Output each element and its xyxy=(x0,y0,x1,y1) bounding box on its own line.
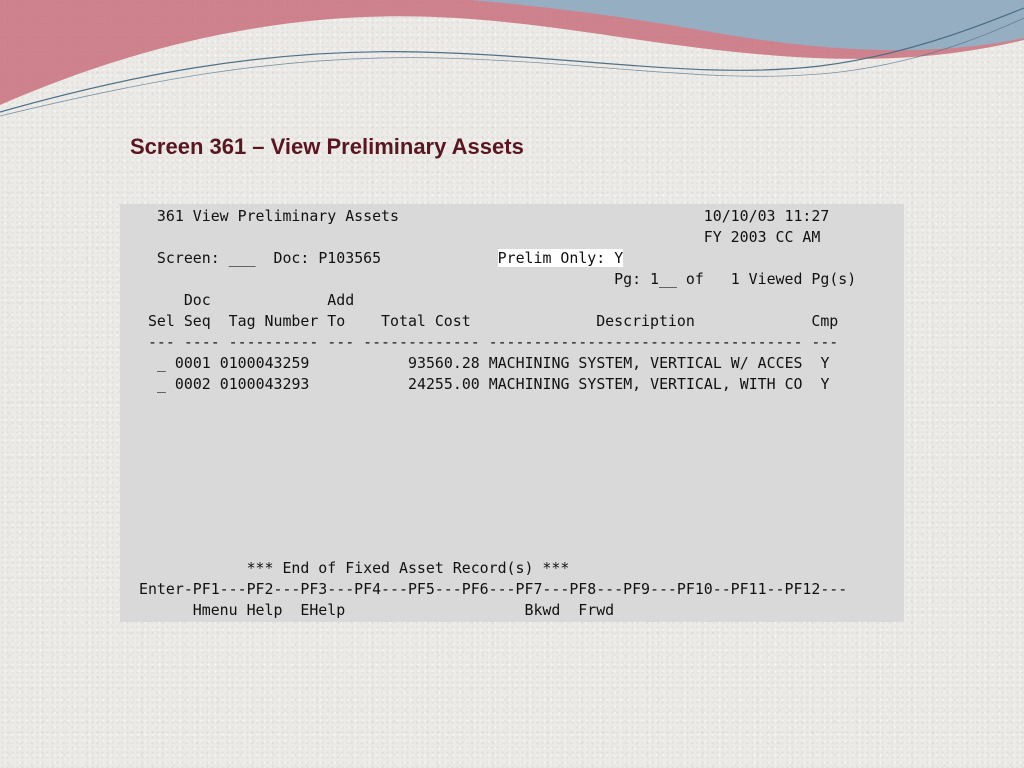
description: MACHINING SYSTEM, VERTICAL, WITH CO xyxy=(488,375,803,393)
slide-title: Screen 361 – View Preliminary Assets xyxy=(130,134,524,159)
terminal-screen xyxy=(120,204,904,622)
doc-seq: 0002 xyxy=(174,375,211,393)
description: MACHINING SYSTEM, VERTICAL W/ ACCES xyxy=(488,354,803,372)
row-select-input[interactable]: _ xyxy=(156,354,166,372)
doc-seq: 0001 xyxy=(174,354,211,372)
spacer xyxy=(803,375,821,393)
doc-label: Doc: xyxy=(255,249,319,267)
spacer xyxy=(166,375,175,393)
spacer xyxy=(139,375,157,393)
screen-label: Screen: xyxy=(139,249,229,267)
column-rule: --- ---- ---------- --- ------------- ----------------------------------- --- xyxy=(139,333,839,351)
decorative-wave-banner xyxy=(0,0,1024,120)
end-of-records-message: *** End of Fixed Asset Record(s) *** xyxy=(139,559,570,577)
page-line xyxy=(139,269,856,289)
page-of-label: of xyxy=(676,270,731,288)
cmp-flag: Y xyxy=(820,375,830,393)
cmp-flag: Y xyxy=(820,354,830,372)
spacer xyxy=(381,249,498,267)
page-total: 1 xyxy=(730,270,740,288)
spacer xyxy=(480,354,489,372)
pf-key-labels[interactable]: Hmenu Help EHelp Bkwd Frwd xyxy=(139,601,615,619)
page-viewed-label: Viewed Pg(s) xyxy=(739,270,857,288)
page-label: Pg: xyxy=(139,270,651,288)
spacer xyxy=(211,375,220,393)
screen-header: 361 View Preliminary Assets 10/10/03 11:27 xyxy=(139,207,830,225)
spacer xyxy=(309,375,408,393)
spacer xyxy=(211,354,220,372)
spacer xyxy=(309,354,408,372)
prelim-only-input[interactable]: Y xyxy=(614,249,624,267)
prelim-only-label: Prelim Only: xyxy=(497,249,615,267)
column-header-top: Doc Add xyxy=(139,291,355,309)
column-header: Sel Seq Tag Number To Total Cost Description Cmp xyxy=(139,312,839,330)
tag-number: 0100043259 xyxy=(219,354,310,372)
screen-input[interactable]: ___ xyxy=(228,249,256,267)
table-row xyxy=(139,353,829,373)
fiscal-year-line: FY 2003 CC AM xyxy=(139,228,821,246)
spacer xyxy=(139,354,157,372)
spacer xyxy=(480,375,489,393)
row-select-input[interactable]: _ xyxy=(156,375,166,393)
table-row xyxy=(139,374,829,394)
tag-number: 0100043293 xyxy=(219,375,310,393)
doc-input[interactable]: P103565 xyxy=(318,249,382,267)
spacer xyxy=(166,354,175,372)
screen-doc-line xyxy=(139,248,623,268)
spacer xyxy=(803,354,821,372)
pf-keys-line[interactable]: Enter-PF1---PF2---PF3---PF4---PF5---PF6---PF7---PF8---PF9---PF10--PF11--PF12--- xyxy=(139,580,848,598)
total-cost: 24255.00 xyxy=(408,375,480,393)
page-input[interactable]: 1__ xyxy=(650,270,677,288)
prelim-only-field[interactable] xyxy=(498,249,624,267)
total-cost: 93560.28 xyxy=(408,354,480,372)
